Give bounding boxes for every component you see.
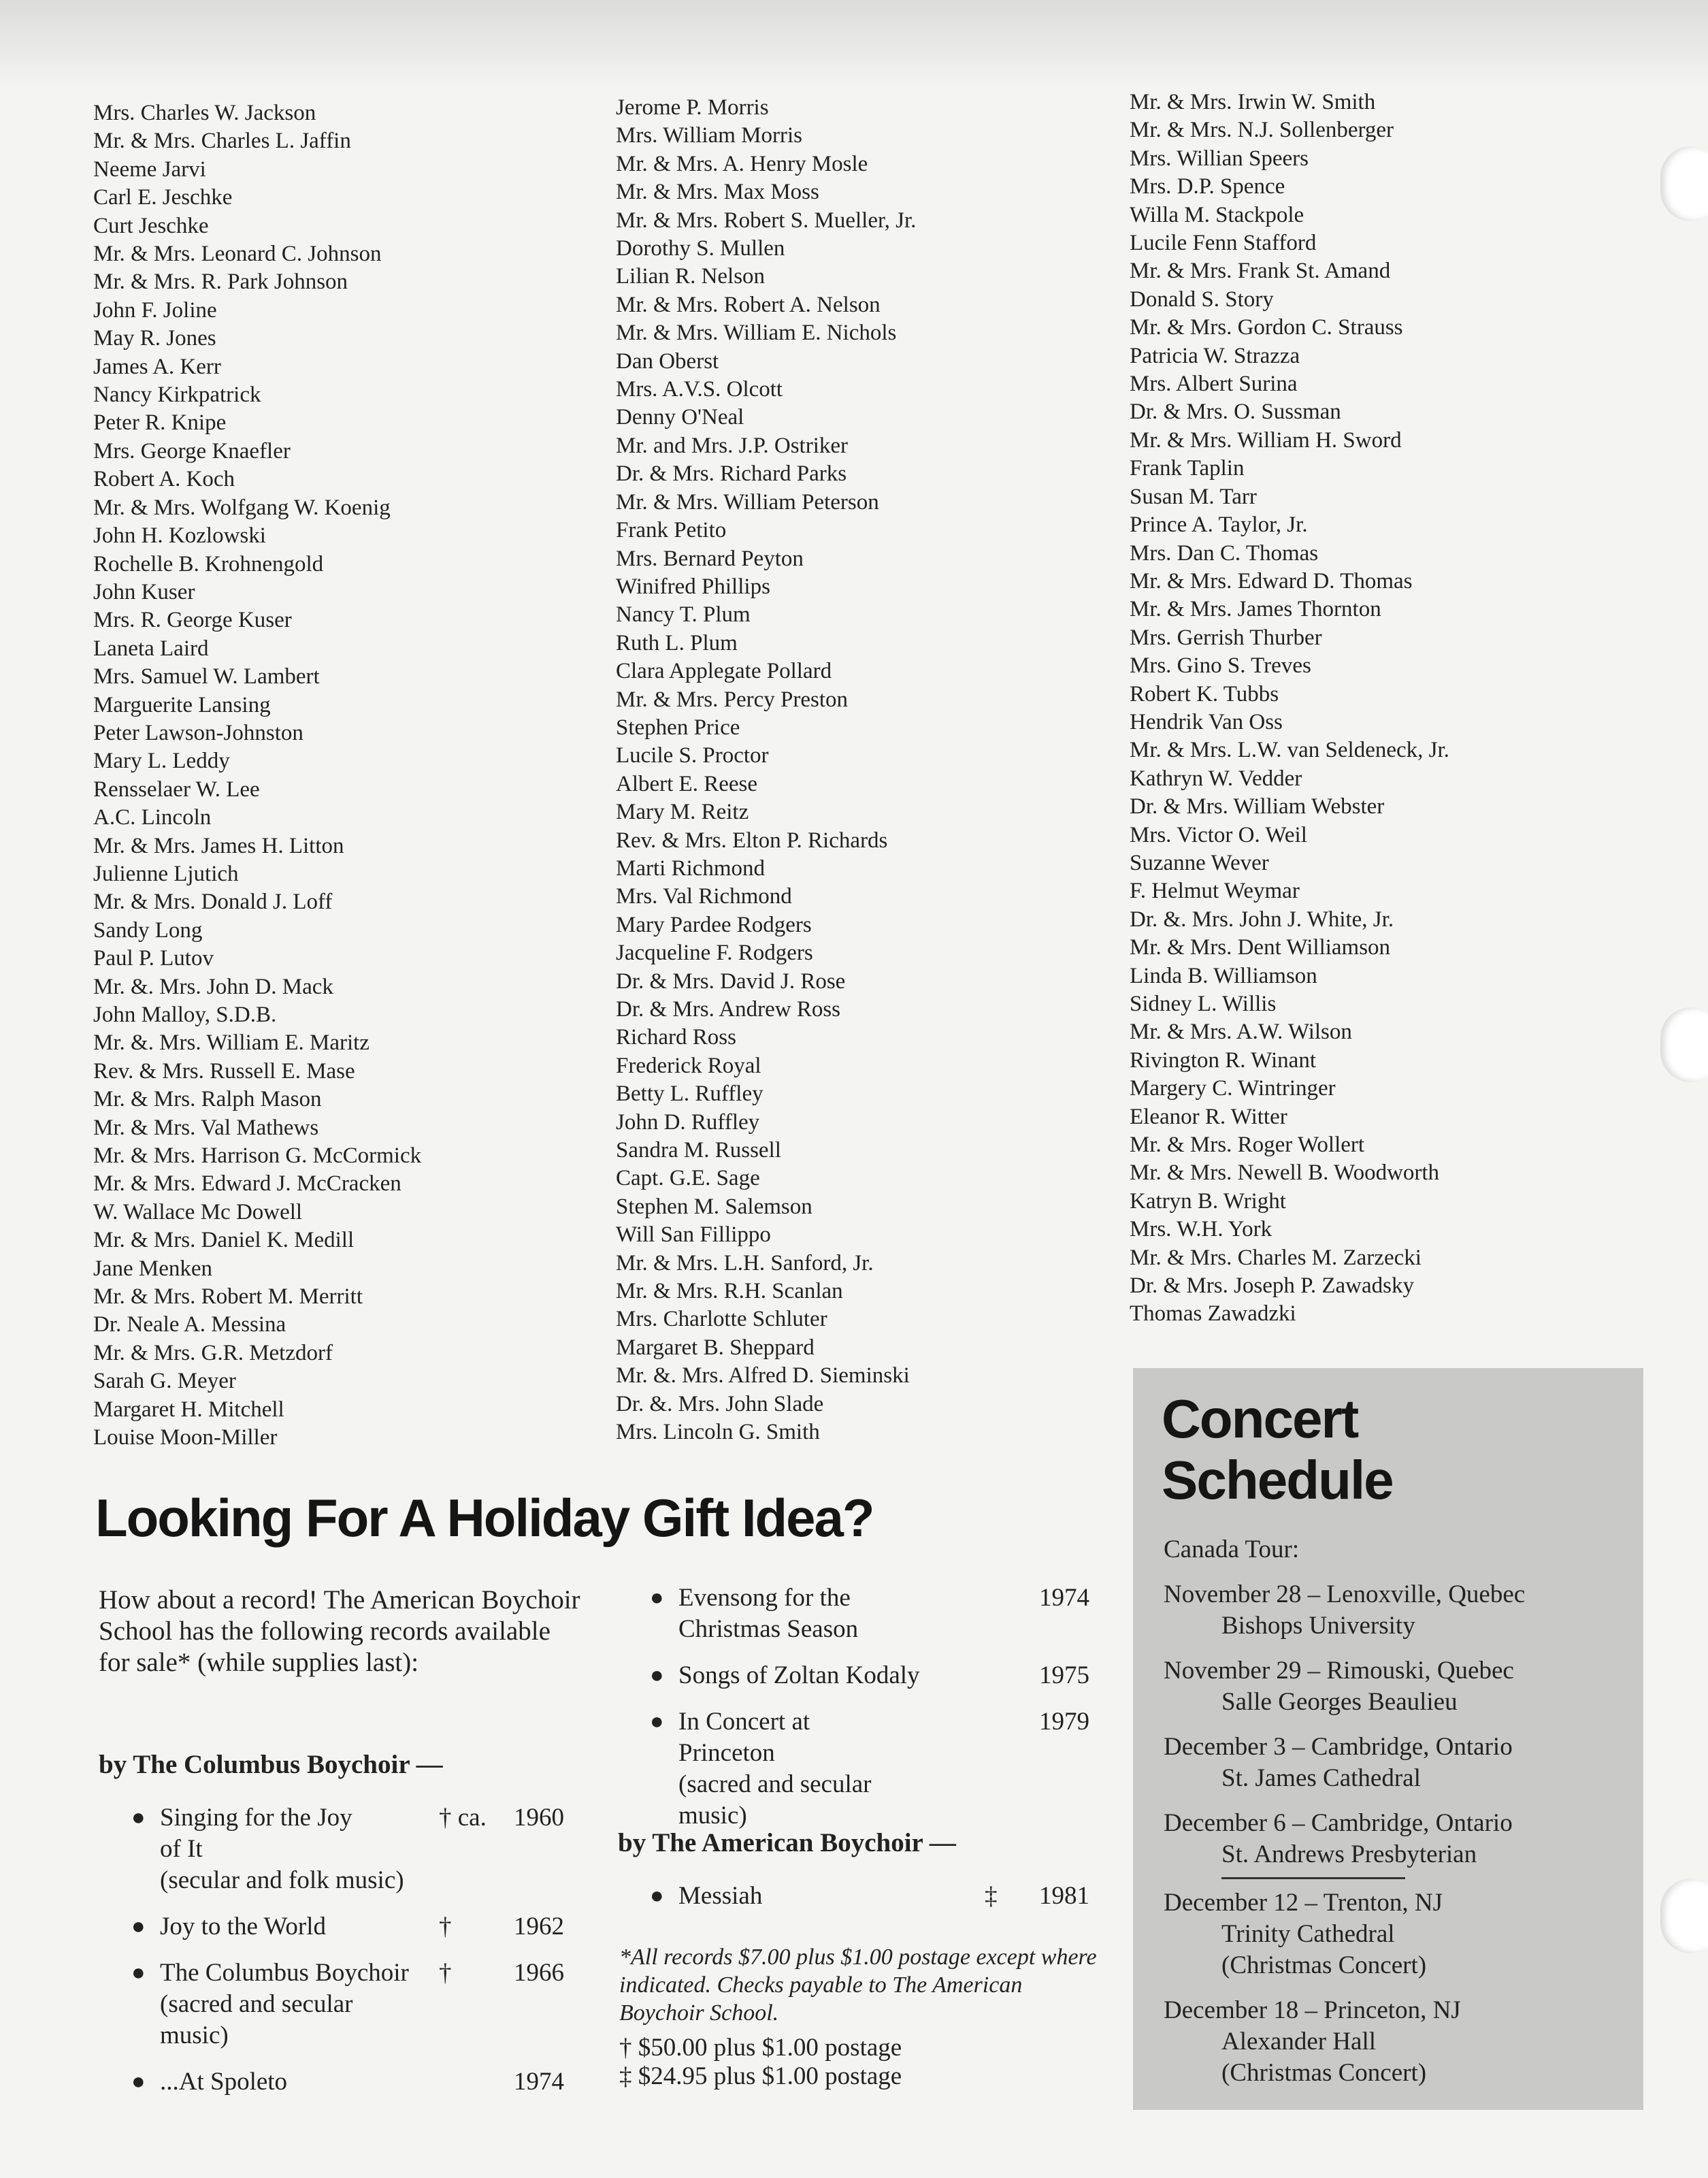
donor-name: Sandy Long <box>93 917 203 943</box>
donor-name: Mary Pardee Rodgers <box>616 912 812 937</box>
price-footnote: *All records $7.00 plus $1.00 postage except where indicated. Checks payable to The American Boychoir School. <box>619 1945 1097 2026</box>
donor-name: Frank Taplin <box>1130 456 1245 481</box>
donor-name: Mr. & Mrs. Charles L. Jaffin <box>93 129 351 154</box>
donor-name: Mr. & Mrs. Ralph Mason <box>93 1087 322 1112</box>
donor-name: May R. Jones <box>93 326 216 351</box>
concert-schedule-box <box>1133 1368 1643 2110</box>
donor-name: Mr. & Mrs. L.W. van Seldeneck, Jr. <box>1130 738 1449 763</box>
donor-name: Nancy T. Plum <box>616 602 751 628</box>
schedule-title-line1: Concert <box>1162 1388 1358 1449</box>
donor-name: Mr. & Mrs. Dent Williamson <box>1130 935 1391 960</box>
donor-name: Thomas Zawadzki <box>1130 1301 1296 1327</box>
donor-name: Dr. Neale A. Messina <box>93 1312 286 1337</box>
donor-name: Dr. & Mrs. Richard Parks <box>616 461 847 487</box>
donor-name: Katryn B. Wright <box>1130 1188 1286 1214</box>
donor-name: Mr. & Mrs. Wolfgang W. Koenig <box>93 495 391 520</box>
schedule-event <box>1164 1579 1626 1642</box>
donor-name: Mary M. Reitz <box>616 800 749 825</box>
record-year: 1981 <box>1039 1882 1089 1910</box>
donor-name: Lilian R. Nelson <box>616 264 766 289</box>
donor-name: Mr. & Mrs. William H. Sword <box>1130 427 1402 453</box>
donor-name: Willa M. Stackpole <box>1130 202 1304 227</box>
donor-name: Mr. & Mrs. Percy Preston <box>616 687 848 712</box>
columbus-boychoir-heading: by The Columbus Boychoir — <box>99 1750 443 1779</box>
donor-name: Mr. & Mrs. Max Moss <box>616 180 819 205</box>
donor-name: Dr. &. Mrs. John Slade <box>616 1391 824 1416</box>
donor-name: Betty L. Ruffley <box>616 1082 763 1107</box>
bullet-icon: ● <box>131 1805 146 1830</box>
donor-name: Peter R. Knipe <box>93 410 227 436</box>
event-venue: St. Andrews Presbyterian <box>1221 1840 1477 1868</box>
donor-name: Mr. & Mrs. L.H. Sanford, Jr. <box>616 1250 874 1275</box>
donor-name: Dr. & Mrs. David J. Rose <box>616 969 846 994</box>
donor-name: Mr. & Mrs. Harrison G. McCormick <box>93 1143 422 1169</box>
donor-name: Mr. & Mrs. Charles M. Zarzecki <box>1130 1245 1422 1270</box>
donor-name: A.C. Lincoln <box>93 805 212 830</box>
event-note: (Christmas Concert) <box>1221 2059 1427 2087</box>
donor-name: Robert A. Koch <box>93 467 235 492</box>
donor-name: Mr. & Mrs. A. Henry Mosle <box>616 151 868 176</box>
donor-name: James A. Kerr <box>93 354 221 379</box>
schedule-event <box>1164 1732 1626 1794</box>
donor-name: Rochelle B. Krohnengold <box>93 551 324 576</box>
record-title: Joy to the World <box>160 1913 327 1940</box>
bullet-icon: ● <box>131 1960 146 1985</box>
event-venue: Bishops University <box>1221 1612 1415 1640</box>
donor-name: John Kuser <box>93 579 195 604</box>
donor-name: Dr. &. Mrs. John J. White, Jr. <box>1130 907 1394 932</box>
record-title: ...At Spoleto <box>160 2068 288 2096</box>
donor-name: Richard Ross <box>616 1025 736 1050</box>
event-date-place: December 3 – Cambridge, Ontario <box>1164 1733 1513 1761</box>
donor-name: Mr. & Mrs. William Peterson <box>616 489 879 515</box>
donor-name: Dorothy S. Mullen <box>616 236 785 261</box>
donor-name: Dr. & Mrs. Andrew Ross <box>616 997 841 1022</box>
bullet-icon: ● <box>650 1663 664 1688</box>
donor-name: Margaret H. Mitchell <box>93 1397 284 1422</box>
donor-name: Mr. and Mrs. J.P. Ostriker <box>616 433 849 458</box>
donor-name: Louise Moon-Miller <box>93 1425 278 1450</box>
donor-name: Clara Applegate Pollard <box>616 659 832 684</box>
donor-name: Mr. & Mrs. A.W. Wilson <box>1130 1020 1352 1045</box>
donor-name: Frank Petito <box>616 518 727 543</box>
donor-name: Mrs. R. George Kuser <box>93 608 292 633</box>
donor-name: Mrs. Lincoln G. Smith <box>616 1420 820 1445</box>
donor-name: Denny O'Neal <box>616 405 744 430</box>
donor-name: Frederick Royal <box>616 1053 761 1078</box>
columbus-records-list <box>131 1802 582 2113</box>
donor-name: Robert K. Tubbs <box>1130 681 1279 706</box>
donor-name: Mrs. D.P. Spence <box>1130 174 1285 199</box>
donor-name: Mrs. Val Richmond <box>616 884 792 909</box>
schedule-event <box>1164 1995 1626 2089</box>
donor-name: Mrs. Charlotte Schluter <box>616 1307 827 1332</box>
donor-name: Paul P. Lutov <box>93 946 214 971</box>
donor-name: John Malloy, S.D.B. <box>93 1003 277 1027</box>
bullet-icon: ● <box>131 2069 146 2094</box>
donor-name: Mrs. Willian Speers <box>1130 146 1309 171</box>
donor-name: Mr. & Mrs. Edward J. McCracken <box>93 1171 401 1197</box>
donor-column-1 <box>93 99 421 1452</box>
record-note: (sacred and secular music) <box>678 1770 872 1830</box>
schedule-divider <box>1221 1877 1405 1879</box>
record-title: The Columbus Boychoir <box>160 1959 409 1987</box>
record-title: Singing for the Joy of It <box>160 1804 352 1863</box>
donor-name: Rensselaer W. Lee <box>93 777 260 802</box>
record-year: 1962 <box>514 1913 564 1940</box>
donor-name: Mary L. Leddy <box>93 749 230 774</box>
donor-name: Mrs. Bernard Peyton <box>616 546 804 571</box>
record-note: (secular and folk music) <box>160 1866 404 1894</box>
price-dagger: † $50.00 plus $1.00 postage <box>619 2034 902 2062</box>
donor-name: Margery C. Wintringer <box>1130 1076 1336 1101</box>
donor-name: Mrs. Victor O. Weil <box>1130 822 1307 847</box>
page-top-edge <box>0 0 1708 88</box>
binder-hole <box>1660 1007 1708 1082</box>
donor-name: Peter Lawson-Johnston <box>93 720 303 745</box>
record-item <box>131 1957 582 2051</box>
record-item <box>650 1582 1100 1645</box>
donor-name: Marguerite Lansing <box>93 692 271 717</box>
donor-name: Jacqueline F. Rodgers <box>616 941 813 966</box>
donor-name: Mr. & Mrs. Donald J. Loff <box>93 890 333 915</box>
donor-name: Jane Menken <box>93 1256 213 1281</box>
donor-name: Mr. &. Mrs. Alfred D. Sieminski <box>616 1363 910 1388</box>
schedule-title-line2: Schedule <box>1162 1450 1393 1510</box>
donor-name: Mr. & Mrs. James H. Litton <box>93 833 344 858</box>
record-item <box>650 1881 1100 1912</box>
donor-name: Mr. & Mrs. Roger Wollert <box>1130 1133 1365 1158</box>
gift-intro: How about a record! The American Boychoir School has the following records available for sale* (while supplies last): <box>99 1585 580 1677</box>
donor-name: Mr. &. Mrs. John D. Mack <box>93 974 333 999</box>
donor-name: Mrs. William Morris <box>616 123 802 148</box>
special-prices <box>619 2034 902 2091</box>
donor-name: Lucile Fenn Stafford <box>1130 231 1317 256</box>
donor-name: Mr. & Mrs. N.J. Sollenberger <box>1130 118 1394 143</box>
american-boychoir-heading: by The American Boychoir — <box>618 1828 956 1857</box>
record-title: Messiah <box>678 1882 763 1910</box>
record-year: 1979 <box>1039 1708 1089 1736</box>
donor-name: Mr. & Mrs. R. Park Johnson <box>93 270 348 295</box>
record-price-mark: † ca. <box>439 1804 487 1832</box>
donor-name: John H. Kozlowski <box>93 523 266 549</box>
binder-hole <box>1660 1879 1708 1953</box>
bullet-icon: ● <box>650 1883 664 1908</box>
donor-name: Rivington R. Winant <box>1130 1047 1316 1073</box>
donor-name: Mr. & Mrs. Newell B. Woodworth <box>1130 1160 1440 1186</box>
donor-name: Mrs. George Knaefler <box>93 438 291 464</box>
donor-name: Mrs. Samuel W. Lambert <box>93 664 320 689</box>
record-item <box>131 1911 582 1943</box>
gift-title: Looking For A Holiday Gift Idea? <box>95 1488 874 1548</box>
donor-name: Albert E. Reese <box>616 771 758 796</box>
donor-name: Mrs. Dan C. Thomas <box>1130 540 1319 566</box>
donor-name: Dr. & Mrs. Joseph P. Zawadsky <box>1130 1273 1414 1299</box>
donor-name: Laneta Laird <box>93 636 209 661</box>
donor-name: Mr. & Mrs. Daniel K. Medill <box>93 1228 355 1253</box>
donor-name: Marti Richmond <box>616 856 766 881</box>
record-price-mark: ‡ <box>985 1882 998 1910</box>
donor-name: Eleanor R. Witter <box>1130 1104 1287 1129</box>
event-date-place: December 18 – Princeton, NJ <box>1164 1996 1461 2024</box>
record-title: In Concert at Princeton <box>678 1708 810 1767</box>
event-venue: St. James Cathedral <box>1221 1764 1421 1792</box>
record-item <box>131 2066 582 2098</box>
donor-name: Mr. & Mrs. Robert M. Merritt <box>93 1284 363 1310</box>
schedule-event <box>1164 1655 1626 1718</box>
donor-name: Mr. & Mrs. G.R. Metzdorf <box>93 1340 333 1365</box>
donor-column-2 <box>616 94 916 1447</box>
donor-name: Mrs. Charles W. Jackson <box>93 101 316 125</box>
donor-name: Lucile S. Proctor <box>616 743 769 768</box>
event-note: (Christmas Concert) <box>1221 1951 1427 1979</box>
donor-name: Mr. &. Mrs. William E. Maritz <box>93 1030 369 1056</box>
donor-name: John F. Joline <box>93 297 217 323</box>
schedule-subtitle: Canada Tour: <box>1164 1535 1300 1563</box>
donor-name: Mrs. Albert Surina <box>1130 372 1298 397</box>
donor-name: Dan Oberst <box>616 348 719 374</box>
donor-name: Nancy Kirkpatrick <box>93 383 261 408</box>
donor-name: Mr. & Mrs. Robert S. Mueller, Jr. <box>616 208 917 233</box>
donor-name: Patricia W. Strazza <box>1130 343 1300 368</box>
donor-name: Mr. & Mrs. Edward D. Thomas <box>1130 568 1413 594</box>
donor-name: Mr. & Mrs. Val Mathews <box>93 1115 319 1140</box>
event-venue: Salle Georges Beaulieu <box>1221 1688 1458 1716</box>
record-year: 1974 <box>514 2068 564 2096</box>
event-venue: Alexander Hall <box>1221 2028 1377 2055</box>
donor-name: Stephen Price <box>616 715 740 740</box>
bullet-icon: ● <box>650 1585 664 1610</box>
donor-name: Mr. & Mrs. Frank St. Amand <box>1130 259 1391 284</box>
donor-name: Carl E. Jeschke <box>93 185 233 210</box>
record-title: Songs of Zoltan Kodaly <box>678 1661 920 1689</box>
donor-name: Winifred Phillips <box>616 574 770 599</box>
schedule-title <box>1162 1388 1393 1511</box>
donor-name: Dr. & Mrs. O. Sussman <box>1130 400 1341 425</box>
donor-name: Sarah G. Meyer <box>93 1369 236 1394</box>
donor-name: Mr. & Mrs. Irwin W. Smith <box>1130 90 1376 114</box>
record-price-mark: † <box>439 1913 452 1940</box>
donor-name: Sandra M. Russell <box>616 1138 781 1163</box>
schedule-event <box>1164 1887 1626 1981</box>
record-note: (sacred and secular music) <box>160 1990 353 2049</box>
donor-name: Kathryn W. Vedder <box>1130 766 1302 791</box>
bullet-icon: ● <box>131 1914 146 1939</box>
donor-name: John D. Ruffley <box>616 1109 760 1135</box>
record-item <box>131 1802 582 1896</box>
record-year: 1974 <box>1039 1584 1089 1612</box>
donor-name: Curt Jeschke <box>93 213 209 238</box>
donor-name: Sidney L. Willis <box>1130 992 1277 1016</box>
record-item <box>650 1706 1100 1832</box>
record-year: 1966 <box>514 1959 564 1987</box>
donor-name: Mrs. W.H. York <box>1130 1217 1272 1242</box>
event-venue: Trinity Cathedral <box>1221 1920 1395 1948</box>
donor-name: Mr. & Mrs. R.H. Scanlan <box>616 1279 843 1304</box>
donor-name: Mrs. Gino S. Treves <box>1130 653 1311 679</box>
donor-name: Margaret B. Sheppard <box>616 1335 815 1360</box>
donor-name: Mr. & Mrs. Robert A. Nelson <box>616 292 881 317</box>
donor-name: Donald S. Story <box>1130 287 1274 312</box>
donor-name: Neeme Jarvi <box>93 157 206 182</box>
schedule-events <box>1164 1579 1626 2102</box>
binder-hole <box>1660 146 1708 221</box>
donor-name: Mr. & Mrs. James Thornton <box>1130 597 1381 622</box>
donor-name: Susan M. Tarr <box>1130 484 1257 509</box>
bullet-icon: ● <box>650 1709 664 1734</box>
donor-name: Dr. & Mrs. William Webster <box>1130 794 1385 819</box>
event-date-place: November 29 – Rimouski, Quebec <box>1164 1657 1514 1685</box>
donor-name: Linda B. Williamson <box>1130 963 1317 988</box>
record-price-mark: † <box>439 1959 452 1987</box>
donor-name: Rev. & Mrs. Russell E. Mase <box>93 1058 355 1084</box>
donor-name: Prince A. Taylor, Jr. <box>1130 513 1308 538</box>
record-year: 1960 <box>514 1804 564 1832</box>
record-year: 1975 <box>1039 1661 1089 1689</box>
columbus-records-list-continued <box>650 1582 1100 1847</box>
donor-name: Will San Fillippo <box>616 1222 771 1248</box>
american-records-list <box>650 1881 1100 1927</box>
schedule-event <box>1164 1808 1626 1870</box>
donor-name: W. Wallace Mc Dowell <box>93 1199 303 1224</box>
donor-name: Capt. G.E. Sage <box>616 1166 760 1191</box>
record-title: Evensong for the Christmas Season <box>678 1584 859 1643</box>
donor-name: Jerome P. Morris <box>616 95 769 120</box>
donor-column-3 <box>1130 88 1449 1329</box>
donor-name: Suzanne Wever <box>1130 850 1269 875</box>
donor-name: Ruth L. Plum <box>616 630 738 655</box>
price-double-dagger: ‡ $24.95 plus $1.00 postage <box>619 2062 902 2090</box>
event-date-place: November 28 – Lenoxville, Quebec <box>1164 1580 1526 1608</box>
event-date-place: December 12 – Trenton, NJ <box>1164 1889 1443 1917</box>
donor-name: Stephen M. Salemson <box>616 1194 812 1219</box>
donor-name: Mr. & Mrs. Leonard C. Johnson <box>93 242 382 267</box>
donor-name: Mrs. Gerrish Thurber <box>1130 625 1322 650</box>
donor-name: Mrs. A.V.S. Olcott <box>616 377 783 402</box>
donor-name: Rev. & Mrs. Elton P. Richards <box>616 828 888 853</box>
donor-name: Julienne Ljutich <box>93 861 239 886</box>
donor-name: Mr. & Mrs. Gordon C. Strauss <box>1130 315 1403 340</box>
donor-name: Hendrik Van Oss <box>1130 709 1283 734</box>
record-item <box>650 1660 1100 1691</box>
donor-name: F. Helmut Weymar <box>1130 879 1300 904</box>
event-date-place: December 6 – Cambridge, Ontario <box>1164 1809 1513 1837</box>
donor-name: Mr. & Mrs. William E. Nichols <box>616 321 897 346</box>
